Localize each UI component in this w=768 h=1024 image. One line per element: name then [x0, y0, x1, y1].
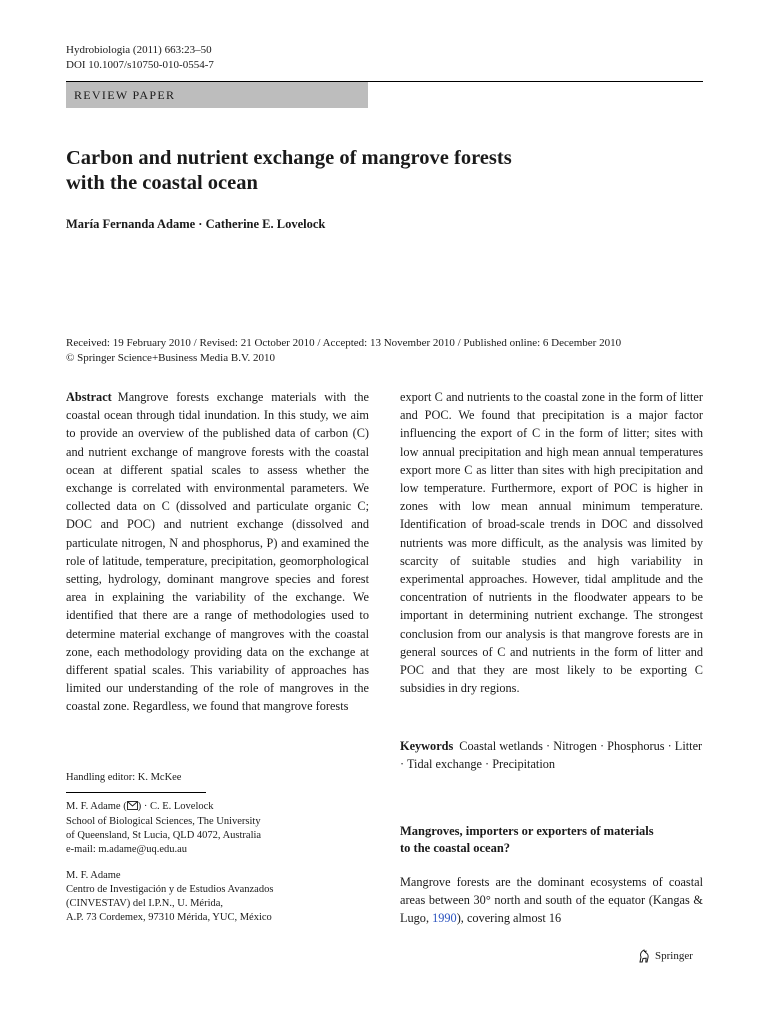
article-title [66, 146, 686, 196]
affiliation-2-line-4: A.P. 73 Cordemex, 97310 Mérida, YUC, México [66, 912, 272, 923]
journal-citation [66, 43, 214, 73]
email-line[interactable]: e-mail: m.adame@uq.edu.au [66, 844, 188, 855]
copyright-line: © Springer Science+Business Media B.V. 2010 [66, 352, 275, 364]
affiliation-1-names-a: M. F. Adame ( [66, 801, 127, 812]
keywords-label: Keywords [400, 739, 454, 753]
author-list[interactable]: María Fernanda Adame · Catherine E. Lovelock [66, 217, 326, 231]
citation-link[interactable]: 1990 [432, 911, 457, 926]
title-line-1: Carbon and nutrient exchange of mangrove forests [66, 147, 512, 169]
publisher-name: Springer [655, 950, 693, 962]
section-body-b: ), covering almost 16 [456, 911, 562, 926]
abstract-left-column [66, 388, 369, 716]
springer-horse-icon [637, 949, 651, 963]
section-body-a: Mangrove forests are the dominant ecosystems of coastal areas between 30° north and south of the equator (Kangas & Lugo, [400, 875, 703, 926]
publisher-footer [637, 949, 693, 963]
affiliation-2-line-2: Centro de Investigación y de Estudios Avanzados [66, 884, 274, 895]
abstract-label: Abstract [66, 390, 112, 404]
affiliation-1 [66, 800, 369, 857]
affiliation-1-names-b: ) · C. E. Lovelock [137, 801, 214, 812]
section-heading-line-1: Mangroves, importers or exporters of materials [400, 824, 654, 838]
abstract-right-column: export C and nutrients to the coastal zone in the form of litter and POC. We found that precipitation is a major factor influencing the export of C in the form of litter; sites with low annual precipitation and high mean annual temperatures export more C as litter than sites with high precipitation and low temperature. Furthermore, export of POC is higher in zones with low mean annual minimum temperature. Identification of broad-scale trends in DOC and dissolved nutrients was more difficult, as the analysis was limited by scarcity of suitable studies and high variability in experimental approaches. However, tidal amplitude and the concentration of nutrients in the floodwater appears to be important in determining nutrient exchange. The strongest conclusion from our analysis is that mangrove forests are in general sources of C and nutrients in the form of litter and POC and that they are most likely to be exporting C subsidies in dry regions. [400, 390, 703, 696]
journal-line: Hydrobiologia (2011) 663:23–50 [66, 44, 212, 56]
keywords [400, 737, 703, 773]
section-label: REVIEW PAPER [74, 88, 176, 102]
section-body [400, 873, 703, 928]
envelope-icon[interactable] [127, 801, 138, 815]
handling-editor: Handling editor: K. McKee [66, 772, 182, 783]
affiliation-1-line-3: of Queensland, St Lucia, QLD 4072, Australia [66, 830, 262, 841]
affiliation-2-line-3: (CINVESTAV) del I.P.N., U. Mérida, [66, 898, 224, 909]
section-heading [400, 823, 703, 857]
abstract-text-left: Mangrove forests exchange materials with the coastal ocean through tidal inundation. In this study, we aim to provide an overview of the published data of carbon (C) and nutrient exchange of mangrove forests with the coastal ocean at different spatial scales to assess whether the exchange is correlated with environmental parameters. We collected data on C (dissolved and particulate organic C; DOC and POC) and nutrient exchange (dissolved and particulate nitrogen, N and phosphorus, P) and examined the role of latitude, temperature, precipitation, geomorphological setting, hydrology, dominant mangrove species and forest area in explaining the variability of the exchange. We identified that there are a range of methodologies used to determine material exchange of mangroves with the coastal zone, each methodology providing data on the exchange at different spatial scales. This variability of approaches has limited our understanding of the role of mangroves in the coastal zone. Regardless, we found that mangrove forests [66, 390, 369, 714]
keywords-text: Coastal wetlands · Nitrogen · Phosphorus · Litter · Tidal exchange · Precipitation [400, 739, 703, 772]
publication-history [66, 336, 706, 366]
section-heading-line-2: to the coastal ocean? [400, 841, 511, 855]
dates-line: Received: 19 February 2010 / Revised: 21 October 2010 / Accepted: 13 November 2010 / Published online: 6 December 2010 [66, 337, 622, 349]
doi-line[interactable]: DOI 10.1007/s10750-010-0554-7 [66, 59, 214, 71]
affiliation-2-line-1: M. F. Adame [66, 870, 121, 881]
title-line-2: with the coastal ocean [66, 172, 258, 194]
affiliation-2 [66, 869, 369, 925]
footnote-rule [66, 792, 206, 793]
affiliation-1-line-2: School of Biological Sciences, The University [66, 816, 261, 827]
